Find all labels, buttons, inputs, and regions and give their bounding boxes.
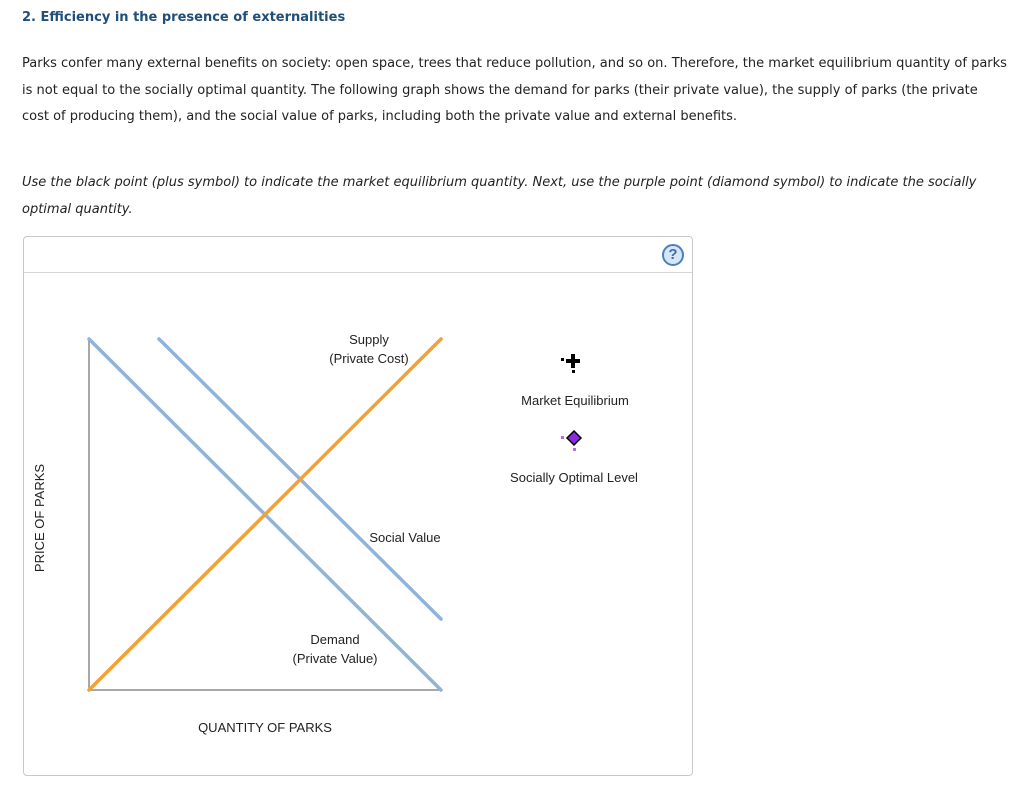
- x-axis-label: QUANTITY OF PARKS: [198, 720, 332, 735]
- supply-label-line1: Supply: [349, 332, 389, 347]
- diamond-dot-bottom: [573, 448, 576, 451]
- market-equilibrium-label: Market Equilibrium: [521, 393, 629, 408]
- diamond-dot-left: [561, 436, 564, 439]
- socially-optimal-label: Socially Optimal Level: [510, 470, 638, 485]
- plus-dot-left: [561, 358, 564, 361]
- socially-optimal-tool[interactable]: [561, 431, 581, 451]
- help-button[interactable]: ?: [662, 244, 684, 266]
- plus-icon: [566, 354, 580, 368]
- demand-label-line2: (Private Value): [292, 651, 378, 666]
- social-value-label: Social Value: [369, 530, 441, 545]
- y-axis-label: PRICE OF PARKS: [32, 463, 47, 573]
- diamond-icon: [567, 431, 581, 445]
- question-instructions: Use the black point (plus symbol) to indicate the market equilibrium quantity. Next, use the purple point (diamond symbol) to indicate the socially optimal quantity.: [22, 175, 977, 217]
- demand-label-line1: Demand: [310, 632, 360, 647]
- question-heading: 2. Efficiency in the presence of externalities: [22, 10, 346, 25]
- supply-label-line2: (Private Cost): [329, 351, 409, 366]
- question-intro: Parks confer many external benefits on society: open space, trees that reduce pollution, and so on. Therefore, the market equilibrium quantity of parks is not equal to the socially optimal quantity. The following graph shows the demand for parks (their private value), the supply of parks (the private cost of producing them), and the social value of parks, including both the private value and external benefits.: [22, 56, 1007, 124]
- plus-dot-bottom: [572, 370, 575, 373]
- market-equilibrium-tool[interactable]: [561, 354, 580, 373]
